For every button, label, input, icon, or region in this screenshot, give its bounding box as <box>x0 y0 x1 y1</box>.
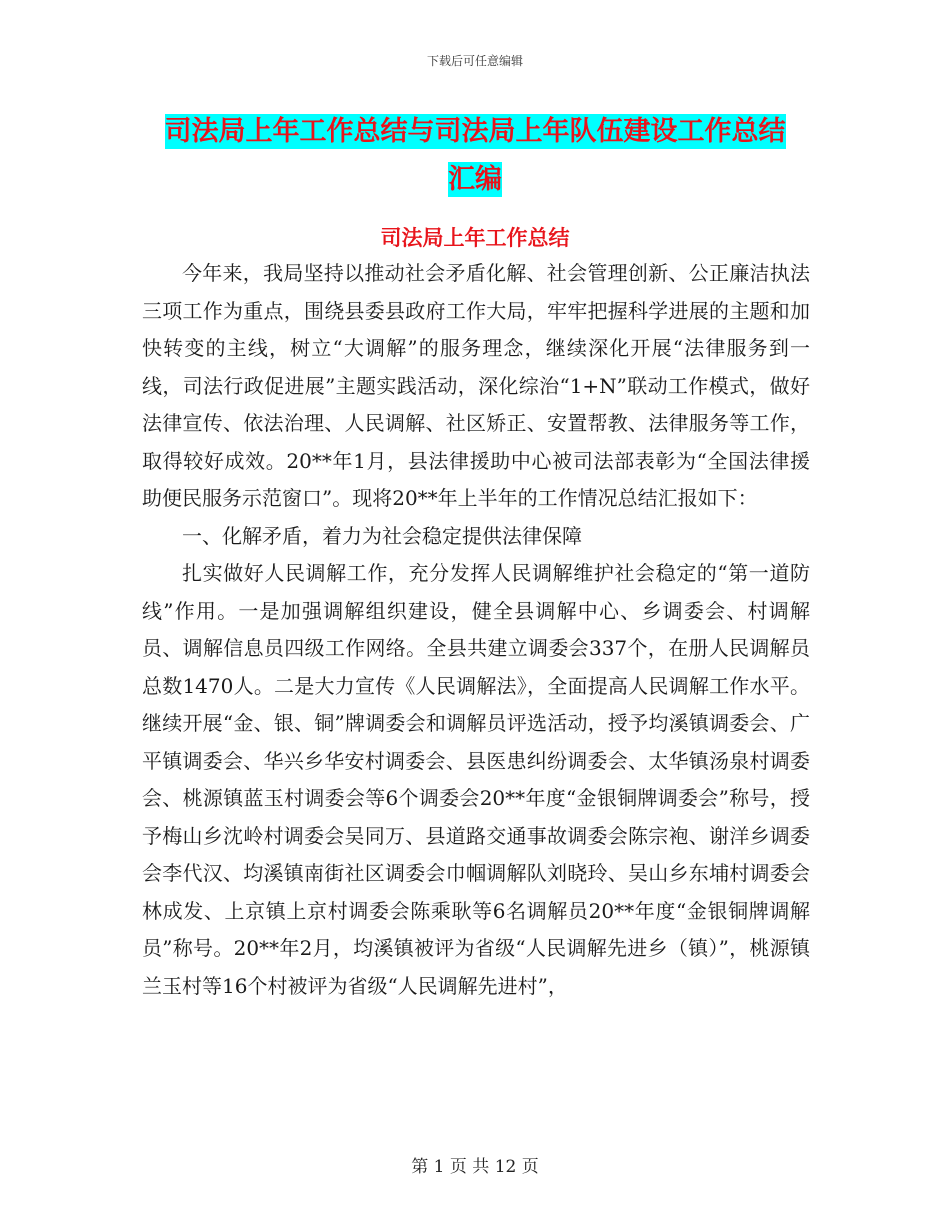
document-title <box>150 108 800 204</box>
document-title-line2: 汇编 <box>448 164 502 195</box>
page-number: 第 1 页 共 12 页 <box>411 1157 539 1177</box>
section-title: 司法局上年工作总结 <box>380 226 570 250</box>
document-title-line1: 司法局上年工作总结与司法局上年队伍建设工作总结 <box>164 116 786 147</box>
paragraph-heading-1: 一、化解矛盾，着力为社会稳定提供法律保障 <box>182 523 582 548</box>
body-text <box>142 255 810 1005</box>
page-header-note: 下载后可任意编辑 <box>426 54 523 68</box>
paragraph-mediation: 扎实做好人民调解工作，充分发挥人民调解维护社会稳定的“第一道防线”作用。一是加强调解组织建设，健全县调解中心、乡调委会、村调解员、调解信息员四级工作网络。全县共建立调委会337个，在册人民调解员总数1470人。二是大力宣传《人民调解法》，全面提高人民调解工作水平。继续开展“金、银、铜”牌调委会和调解员评选活动，授予均溪镇调委会、广平镇调委会、华兴乡华安村调委会、县医患纠纷调委会、太华镇汤泉村调委会、桃源镇蓝玉村调委会等6个调委会20**年度“金银铜牌调委会”称号，授予梅山乡沈岭村调委会吴同万、县道路交通事故调委会陈宗袍、谢洋乡调委会李代汉、均溪镇南街社区调委会巾帼调解队刘晓玲、吴山乡东埔村调委会林成发、上京镇上京村调委会陈乘耿等6名调解员20**年度“金银铜牌调解员”称号。20**年2月，均溪镇被评为省级“人民调解先进乡（镇）”，桃源镇兰玉村等16个村被评为省级“人民调解先进村”， <box>142 561 810 998</box>
paragraph-intro: 今年来，我局坚持以推动社会矛盾化解、社会管理创新、公正廉洁执法三项工作为重点，围绕县委县政府工作大局，牢牢把握科学进展的主题和加快转变的主线，树立“大调解”的服务理念，继续深化开展“法律服务到一线，司法行政促进展”主题实践活动，深化综治“1+N”联动工作模式，做好法律宣传、依法治理、人民调解、社区矫正、安置帮教、法律服务等工作，取得较好成效。20**年1月，县法律援助中心被司法部表彰为“全国法律援助便民服务示范窗口”。现将20**年上半年的工作情况总结汇报如下： <box>142 261 810 510</box>
